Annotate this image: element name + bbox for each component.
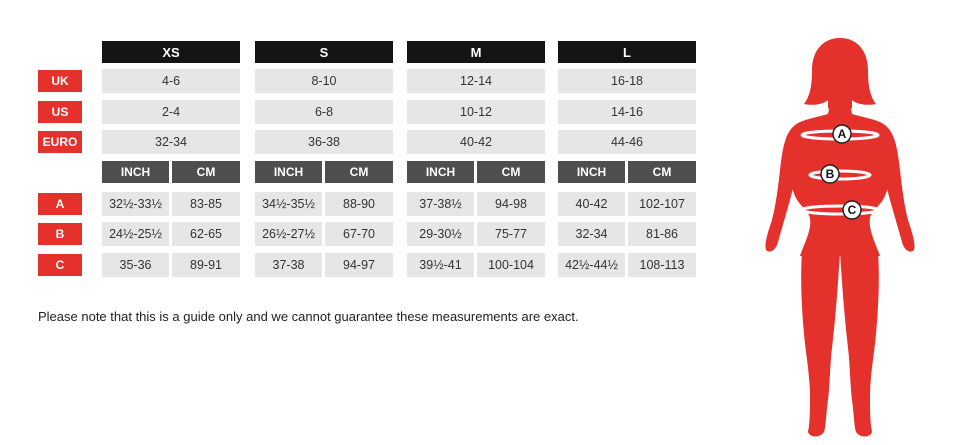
c-cm-s: 94-97 xyxy=(325,253,393,277)
size-header-s: S xyxy=(255,41,393,63)
marker-b-label: B xyxy=(825,167,835,181)
measure-label-c: C xyxy=(38,254,82,276)
a-inch-xs: 32½-33½ xyxy=(102,192,169,216)
euro-value-xs: 32-34 xyxy=(102,130,240,154)
b-inch-s: 26½-27½ xyxy=(255,222,322,246)
a-inch-m: 37-38½ xyxy=(407,192,474,216)
c-inch-l: 42½-44½ xyxy=(558,253,625,277)
cm-header-s: CM xyxy=(325,161,393,183)
b-cm-s: 67-70 xyxy=(325,222,393,246)
b-inch-l: 32-34 xyxy=(558,222,625,246)
euro-value-l: 44-46 xyxy=(558,130,696,154)
uk-value-m: 12-14 xyxy=(407,69,545,93)
inch-header-xs: INCH xyxy=(102,161,169,183)
us-value-m: 10-12 xyxy=(407,100,545,124)
region-label-us: US xyxy=(38,101,82,123)
measure-label-a: A xyxy=(38,193,82,215)
b-inch-xs: 24½-25½ xyxy=(102,222,169,246)
a-cm-l: 102-107 xyxy=(628,192,696,216)
marker-c xyxy=(843,201,861,219)
c-cm-m: 100-104 xyxy=(477,253,545,277)
uk-value-s: 8-10 xyxy=(255,69,393,93)
euro-value-s: 36-38 xyxy=(255,130,393,154)
c-inch-xs: 35-36 xyxy=(102,253,169,277)
body-silhouette xyxy=(765,38,914,437)
c-inch-s: 37-38 xyxy=(255,253,322,277)
a-cm-m: 94-98 xyxy=(477,192,545,216)
inch-header-m: INCH xyxy=(407,161,474,183)
uk-value-l: 16-18 xyxy=(558,69,696,93)
euro-value-m: 40-42 xyxy=(407,130,545,154)
cm-header-xs: CM xyxy=(172,161,240,183)
marker-b xyxy=(821,165,839,183)
cm-header-l: CM xyxy=(628,161,696,183)
measure-label-b: B xyxy=(38,223,82,245)
marker-a-label: A xyxy=(837,127,847,141)
b-inch-m: 29-30½ xyxy=(407,222,474,246)
b-cm-l: 81-86 xyxy=(628,222,696,246)
a-inch-s: 34½-35½ xyxy=(255,192,322,216)
c-cm-xs: 89-91 xyxy=(172,253,240,277)
a-cm-s: 88-90 xyxy=(325,192,393,216)
us-value-xs: 2-4 xyxy=(102,100,240,124)
body-silhouette-figure xyxy=(740,30,940,445)
b-cm-xs: 62-65 xyxy=(172,222,240,246)
marker-a xyxy=(833,125,851,143)
inch-header-l: INCH xyxy=(558,161,625,183)
region-label-uk: UK xyxy=(38,70,82,92)
us-value-l: 14-16 xyxy=(558,100,696,124)
disclaimer-note: Please note that this is a guide only and we cannot guarantee these measurements are exact. xyxy=(38,309,579,324)
region-label-euro: EURO xyxy=(38,131,82,153)
inch-header-s: INCH xyxy=(255,161,322,183)
marker-c-label: C xyxy=(847,203,857,217)
a-cm-xs: 83-85 xyxy=(172,192,240,216)
size-header-xs: XS xyxy=(102,41,240,63)
c-cm-l: 108-113 xyxy=(628,253,696,277)
size-header-l: L xyxy=(558,41,696,63)
us-value-s: 6-8 xyxy=(255,100,393,124)
a-inch-l: 40-42 xyxy=(558,192,625,216)
cm-header-m: CM xyxy=(477,161,545,183)
b-cm-m: 75-77 xyxy=(477,222,545,246)
uk-value-xs: 4-6 xyxy=(102,69,240,93)
size-header-m: M xyxy=(407,41,545,63)
c-inch-m: 39½-41 xyxy=(407,253,474,277)
